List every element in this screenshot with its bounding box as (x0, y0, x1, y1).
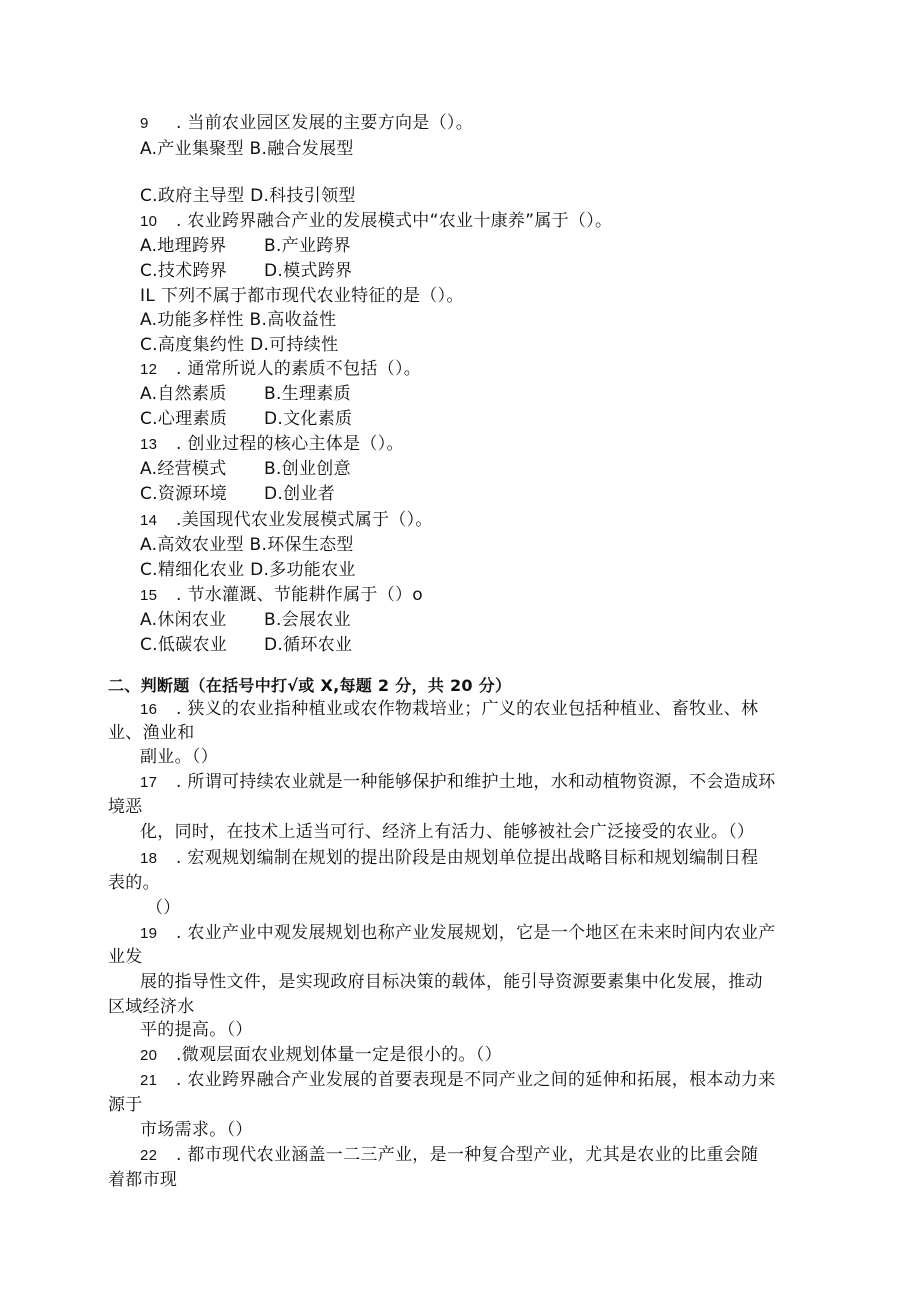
question-9 (140, 112, 473, 135)
question-number: 17 (140, 774, 158, 791)
question-number: 21 (140, 1072, 158, 1089)
question-text: . 所谓可持续农业就是一种能够保护和维护土地，水和动植物资源，不会造成环 (176, 772, 776, 792)
option-pair: A.产业集聚型 B.融合发展型 (140, 139, 354, 159)
question-stem: . 农业跨界融合产业的发展模式中“农业十康养”属于（）。 (176, 211, 613, 231)
options-row (140, 609, 351, 631)
question-13 (140, 433, 404, 456)
question-17 (140, 771, 776, 794)
question-19 (140, 922, 776, 945)
option-pair: C.精细化农业 D.多功能农业 (140, 560, 356, 580)
option-d: D.创业者 (264, 484, 335, 504)
question-number: 9 (140, 115, 149, 132)
options-row (140, 458, 351, 480)
options-row (140, 260, 352, 282)
question-text-line: 着都市现 (108, 1170, 178, 1190)
question-12 (140, 358, 421, 381)
question-14 (140, 509, 433, 532)
question-number: 13 (140, 436, 158, 453)
option-a: A.休闲农业 (140, 610, 227, 630)
option-pair: A.功能多样性 B.高收益性 (140, 310, 337, 330)
option-b: B.产业跨界 (264, 236, 351, 256)
option-pair: A.高效农业型 B.环保生态型 (140, 535, 354, 555)
option-c: C.心理素质 (140, 409, 228, 429)
question-number: 16 (140, 701, 158, 718)
options-row (140, 559, 356, 581)
question-15 (140, 584, 423, 607)
question-number: 18 (140, 850, 158, 867)
option-pair: C.高度集约性 D.可持续性 (140, 335, 339, 355)
option-d: D.循环农业 (264, 635, 353, 655)
options-row (140, 185, 356, 207)
option-b: B.生理素质 (264, 384, 351, 404)
section-heading: 二、判断题（在括号中打√或 X,每题 2 分，共 20 分） (108, 676, 512, 695)
question-text-line: 副业。（） (140, 747, 218, 767)
options-row (140, 138, 354, 160)
options-row (140, 383, 351, 405)
question-text-line: 源于 (108, 1095, 143, 1115)
question-number: 20 (140, 1047, 158, 1064)
question-stem: . 创业过程的核心主体是（）。 (176, 434, 404, 454)
option-c: C.低碳农业 (140, 635, 228, 655)
question-text-line: 化，同时，在技术上适当可行、经济上有活力、能够被社会广泛接受的农业。（） (140, 822, 755, 842)
question-text-line: 展的指导性文件，是实现政府目标决策的载体，能引导资源要素集中化发展，推动 (140, 972, 763, 992)
question-20 (140, 1044, 502, 1067)
option-d: D.模式跨界 (264, 261, 353, 281)
question-text-line: 区域经济水 (108, 997, 195, 1017)
question-text: . 狭义的农业指种植业或农作物栽培业；广义的农业包括种植业、畜牧业、林 (176, 699, 759, 719)
question-number: 22 (140, 1147, 158, 1164)
option-pair: C.政府主导型 D.科技引领型 (140, 186, 356, 206)
question-text: .微观层面农业规划体量一定是很小的。（） (176, 1045, 502, 1065)
question-21 (140, 1069, 776, 1092)
question-number: 14 (140, 512, 158, 529)
question-stem: 下列不属于都市现代农业特征的是（）。 (160, 286, 464, 306)
question-text-line: 业、渔业和 (108, 723, 195, 743)
question-number: 19 (140, 925, 158, 942)
question-16 (140, 698, 758, 721)
question-stem: .美国现代农业发展模式属于（）。 (176, 510, 433, 530)
question-text-line: 境恶 (108, 797, 143, 817)
options-row (140, 235, 351, 257)
question-number: 10 (140, 213, 158, 230)
question-stem: . 当前农业园区发展的主要方向是（）。 (176, 113, 474, 133)
question-text: . 农业跨界融合产业发展的首要表现是不同产业之间的延伸和拓展，根本动力来 (176, 1070, 776, 1090)
option-d: D.文化素质 (264, 409, 353, 429)
question-text: . 宏观规划编制在规划的提出阶段是由规划单位提出战略目标和规划编制日程 (176, 848, 759, 868)
question-text-line: （） (146, 898, 181, 918)
option-a: A.经营模式 (140, 459, 227, 479)
option-b: B.会展农业 (264, 610, 351, 630)
options-row (140, 483, 335, 505)
question-text: . 农业产业中观发展规划也称产业发展规划，它是一个地区在未来时间内农业产 (176, 923, 776, 943)
question-stem: . 通常所说人的素质不包括（）。 (176, 359, 422, 379)
options-row (140, 408, 352, 430)
question-stem: . 节水灌溉、节能耕作属于（）o (176, 585, 424, 605)
question-text-line: 市场需求。（） (140, 1120, 253, 1140)
question-11 (140, 285, 464, 307)
option-a: A.地理跨界 (140, 236, 227, 256)
question-text-line: 平的提高。（） (140, 1020, 253, 1040)
question-10 (140, 210, 612, 233)
question-number: IL (140, 286, 156, 306)
options-row (140, 634, 352, 656)
options-row (140, 534, 354, 556)
question-number: 15 (140, 587, 158, 604)
option-b: B.创业创意 (264, 459, 351, 479)
option-c: C.资源环境 (140, 484, 228, 504)
question-18 (140, 847, 758, 870)
options-row (140, 334, 338, 356)
option-a: A.自然素质 (140, 384, 227, 404)
question-text: . 都市现代农业涵盖一二三产业，是一种复合型产业，尤其是农业的比重会随 (176, 1145, 759, 1165)
question-text-line: 表的。 (108, 873, 160, 893)
options-row (140, 309, 336, 331)
question-text-line: 业发 (108, 947, 143, 967)
question-number: 12 (140, 361, 158, 378)
option-c: C.技术跨界 (140, 261, 228, 281)
question-22 (140, 1144, 758, 1167)
